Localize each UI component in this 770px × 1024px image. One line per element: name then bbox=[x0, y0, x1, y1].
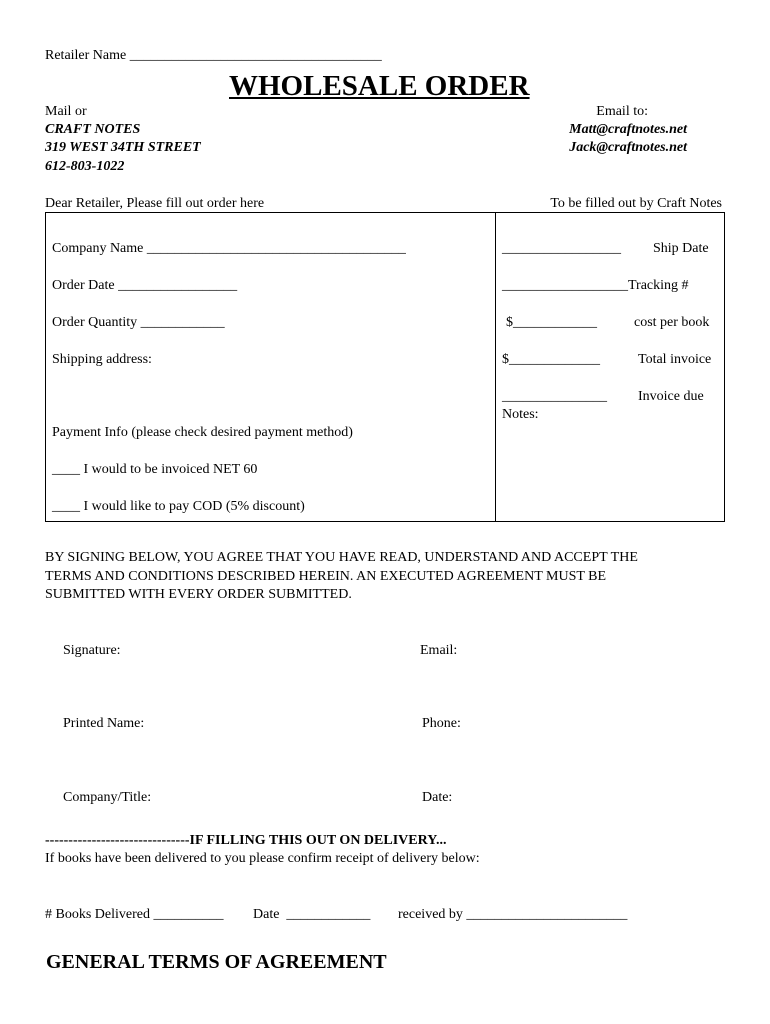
email-jack: Jack@craftnotes.net bbox=[569, 140, 687, 155]
notes-label: Notes: bbox=[502, 407, 539, 422]
invoice-due-blank[interactable]: _______________ bbox=[502, 389, 607, 404]
page-title: WHOLESALE ORDER bbox=[229, 70, 530, 102]
signature-label: Signature: bbox=[63, 643, 121, 658]
date-label: Date: bbox=[422, 790, 453, 805]
craft-notes-caption: To be filled out by Craft Notes bbox=[550, 196, 722, 211]
order-quantity-field[interactable]: Order Quantity ____________ bbox=[52, 315, 225, 330]
company-title-label: Company/Title: bbox=[63, 790, 152, 805]
cost-per-book-blank[interactable]: $____________ bbox=[506, 315, 597, 330]
email-to-label: Email to: bbox=[596, 104, 648, 119]
delivery-date-field[interactable]: Date ____________ bbox=[253, 907, 371, 922]
shipping-address-label: Shipping address: bbox=[52, 352, 152, 367]
books-delivered-field[interactable]: # Books Delivered __________ bbox=[45, 907, 224, 922]
general-terms-heading: GENERAL TERMS OF AGREEMENT bbox=[46, 951, 387, 973]
cod-option[interactable]: ____ I would like to pay COD (5% discount) bbox=[52, 499, 305, 514]
delivery-instructions: If books have been delivered to you please confirm receipt of delivery below: bbox=[45, 851, 480, 866]
ship-date-label: Ship Date bbox=[653, 241, 709, 256]
printed-name-label: Printed Name: bbox=[63, 716, 145, 731]
cost-per-book-label: cost per book bbox=[634, 315, 710, 330]
retailer-name-line: Retailer Name ____________________________________ bbox=[45, 48, 382, 63]
agreement-line-2: TERMS AND CONDITIONS DESCRIBED HEREIN. AN EXECUTED AGREEMENT MUST BE bbox=[45, 569, 607, 584]
tracking-field[interactable]: __________________Tracking # bbox=[502, 278, 689, 293]
retailer-caption: Dear Retailer, Please fill out order here bbox=[45, 196, 265, 211]
mail-or-label: Mail or bbox=[45, 104, 87, 119]
company-name: CRAFT NOTES bbox=[45, 122, 141, 137]
payment-info-label: Payment Info (please check desired payment method) bbox=[52, 425, 353, 440]
email-label: Email: bbox=[420, 643, 458, 658]
form-divider bbox=[495, 212, 496, 522]
invoice-net60-option[interactable]: ____ I would to be invoiced NET 60 bbox=[52, 462, 258, 477]
invoice-due-label: Invoice due bbox=[638, 389, 704, 404]
total-invoice-blank[interactable]: $_____________ bbox=[502, 352, 600, 367]
received-by-field[interactable]: received by _______________________ bbox=[398, 907, 628, 922]
street-address: 319 WEST 34TH STREET bbox=[45, 140, 201, 155]
phone-label: Phone: bbox=[422, 716, 461, 731]
ship-date-blank[interactable]: _________________ bbox=[502, 241, 621, 256]
email-matt: Matt@craftnotes.net bbox=[569, 122, 687, 137]
total-invoice-label: Total invoice bbox=[638, 352, 712, 367]
delivery-heading: -------------------------------IF FILLING THIS OUT ON DELIVERY... bbox=[45, 833, 447, 848]
agreement-line-1: BY SIGNING BELOW, YOU AGREE THAT YOU HAVE READ, UNDERSTAND AND ACCEPT THE bbox=[45, 550, 638, 565]
company-name-field[interactable]: Company Name _____________________________________ bbox=[52, 241, 406, 256]
phone-number: 612-803-1022 bbox=[45, 159, 125, 174]
agreement-line-3: SUBMITTED WITH EVERY ORDER SUBMITTED. bbox=[45, 587, 352, 602]
order-date-field[interactable]: Order Date _________________ bbox=[52, 278, 238, 293]
